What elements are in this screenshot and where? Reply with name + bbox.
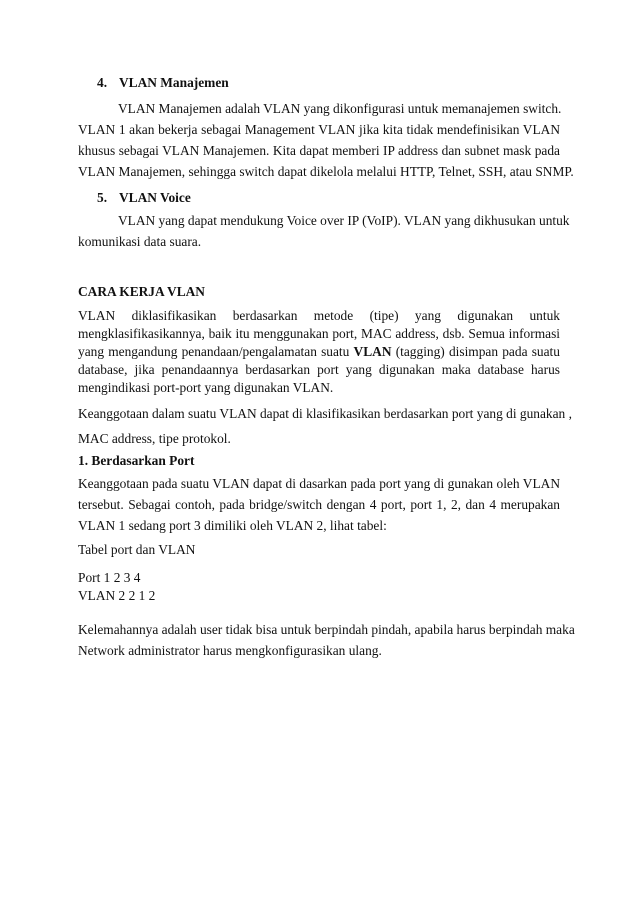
table-caption-text: Tabel port dan VLAN: [78, 542, 196, 557]
kelemahan-line: Kelemahannya adalah user tidak bisa untuk berpindah pindah, apabila harus berpindah maka: [78, 622, 575, 637]
cara-kerja-line: database, jika penandaannya berdasarkan port yang digunakan maka database harus: [78, 362, 560, 377]
keanggotaan-line: Keanggotaan dalam suatu VLAN dapat di klasifikasikan berdasarkan port yang di gunakan ,: [78, 406, 572, 421]
section-4-line: VLAN 1 akan bekerja sebagai Management VLAN jika kita tidak mendefinisikan VLAN: [78, 122, 560, 137]
section-5-body: [78, 210, 570, 252]
keanggotaan-line: MAC address, tipe protokol.: [78, 431, 231, 446]
section-5-line: VLAN yang dapat mendukung Voice over IP (VoIP). VLAN yang dikhusukan untuk: [118, 213, 570, 228]
kelemahan-paragraph: [78, 619, 575, 661]
port-section-body: [78, 473, 560, 536]
section-5-number: 5.: [97, 190, 108, 205]
cara-kerja-body: [78, 307, 560, 397]
cara-kerja-line: mengindikasi port-port yang digunakan VLAN.: [78, 380, 334, 395]
table-row-vlan: VLAN 2 2 1 2: [78, 588, 156, 603]
section-4-title: VLAN Manajemen: [119, 75, 229, 90]
section-4-number: 4.: [97, 75, 108, 90]
section-4-body: [78, 98, 574, 182]
cara-kerja-line: [78, 343, 560, 361]
keanggotaan-paragraph: [78, 403, 572, 449]
port-section-line: VLAN 1 sedang port 3 dimiliki oleh VLAN 2, lihat tabel:: [78, 518, 387, 533]
section-5-title: VLAN Voice: [119, 190, 191, 205]
port-section-line: Keanggotaan pada suatu VLAN dapat di dasarkan pada port yang di gunakan oleh VLAN: [78, 476, 560, 491]
section-4-line: VLAN Manajemen adalah VLAN yang dikonfigurasi untuk memanajemen switch.: [118, 101, 562, 116]
port-vlan-table: [78, 569, 560, 605]
table-caption: [78, 539, 560, 560]
section-4-heading: [97, 75, 229, 91]
kelemahan-line: Network administrator harus mengkonfigurasikan ulang.: [78, 643, 382, 658]
cara-kerja-heading: CARA KERJA VLAN: [78, 284, 205, 299]
table-row-port: Port 1 2 3 4: [78, 570, 141, 585]
cara-kerja-line: VLAN diklasifikasikan berdasarkan metode (tipe) yang digunakan untuk: [78, 308, 560, 323]
port-section-heading: 1. Berdasarkan Port: [78, 453, 195, 468]
port-section-line: tersebut. Sebagai contoh, pada bridge/switch dengan 4 port, port 1, 2, dan 4 merupakan: [78, 497, 560, 512]
cara-kerja-line3-after: (tagging) disimpan pada suatu: [395, 344, 560, 359]
section-5-line: komunikasi data suara.: [78, 234, 202, 249]
section-5-heading: [97, 190, 191, 206]
section-4-line: khusus sebagai VLAN Manajemen. Kita dapat memberi IP address dan subnet mask pada: [78, 143, 560, 158]
cara-kerja-line3-before: yang mengandung penandaan/pengalamatan suatu: [78, 344, 350, 359]
section-4-line: VLAN Manajemen, sehingga switch dapat dikelola melalui HTTP, Telnet, SSH, atau SNMP.: [78, 164, 574, 179]
cara-kerja-line: mengklasifikasikannya, baik itu menggunakan port, MAC address, dsb. Semua informasi: [78, 326, 560, 341]
vlan-bold-term: VLAN: [353, 344, 392, 359]
